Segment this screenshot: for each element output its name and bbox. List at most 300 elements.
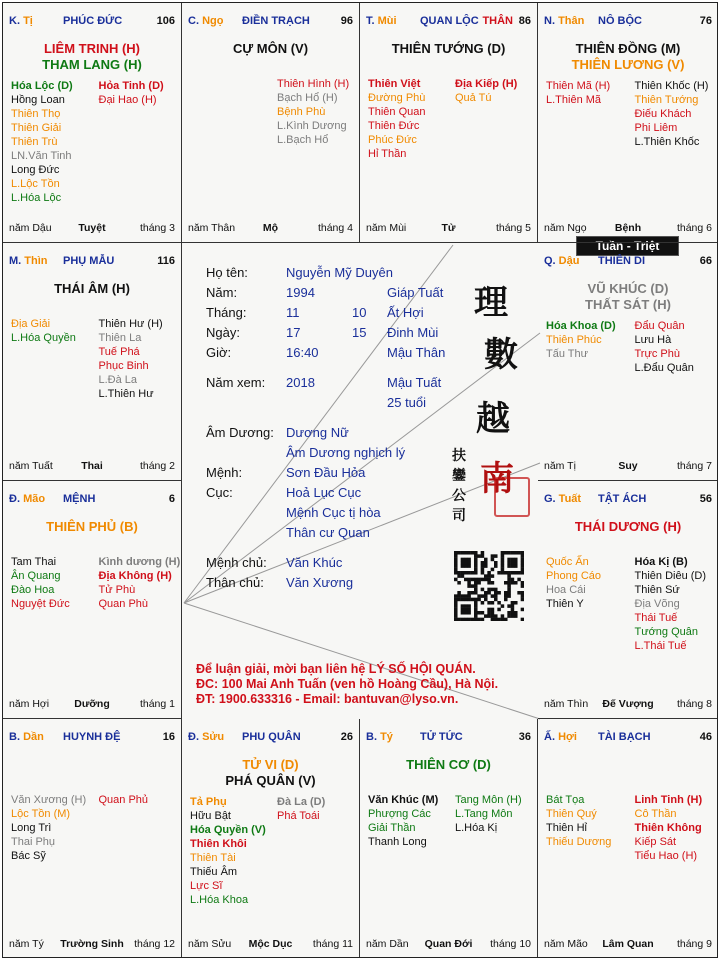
star-item: Thái Tuế	[634, 612, 678, 624]
red-seal-stamp	[494, 477, 530, 517]
palace-name: HUYNH ĐỆ	[63, 731, 121, 743]
palace-stem: C.	[188, 15, 203, 27]
palace-footer	[366, 222, 531, 236]
star-item: Long Trì	[11, 822, 52, 834]
contact-note: Để luận giải, mời bạn liên hệ LÝ SỐ HỘI QUÁN.	[196, 662, 476, 676]
star-item: Long Đức	[11, 164, 60, 176]
hour-label: Giờ:	[206, 345, 232, 360]
star-item: L.Thái Tuế	[634, 640, 687, 652]
center-info-panel	[184, 245, 540, 719]
palace-header	[544, 255, 712, 271]
star-item: Thiên Y	[546, 598, 584, 610]
palace-cell	[538, 243, 718, 481]
palace-cell	[182, 3, 360, 243]
star-item: Ân Quang	[11, 570, 61, 582]
minor-stars-right	[635, 555, 707, 653]
palace-branch-name: Tị	[23, 15, 33, 27]
cuc-value: Hoả Lục Cục	[286, 485, 362, 500]
life-stage: Trường Sinh	[60, 938, 124, 950]
star-item: Cô Thần	[634, 808, 677, 820]
star-item: Lực Sĩ	[190, 880, 223, 892]
palace-age: 66	[699, 255, 712, 267]
star-item: Bát Tọa	[546, 794, 585, 806]
view-year: 2018	[286, 375, 315, 390]
minor-stars-right	[277, 77, 349, 147]
palace-stem: Q.	[544, 255, 559, 267]
palace-branch	[9, 493, 45, 505]
palace-name: TÀI BẠCH	[598, 731, 651, 743]
day-label: Ngày:	[206, 325, 240, 340]
star-item: Giải Thần	[368, 822, 416, 834]
star-item: L.Kình Dương	[277, 120, 347, 132]
star-item: Hóa Khoa (D)	[546, 320, 616, 332]
star-item: Điếu Khách	[634, 108, 692, 120]
birth-day: 17	[286, 325, 301, 340]
palace-cell	[3, 3, 182, 243]
star-item: Phục Binh	[98, 360, 149, 372]
main-star: THAM LANG (H)	[42, 57, 142, 72]
palace-name: ĐIỀN TRẠCH	[242, 15, 310, 27]
star-item: Thiếu Dương	[546, 836, 612, 848]
minor-stars-right	[99, 555, 181, 611]
cuc-note: Mệnh Cục tị hòa	[286, 505, 381, 520]
main-stars	[538, 41, 718, 73]
palace-branch	[544, 15, 584, 27]
name-label: Họ tên:	[206, 265, 248, 280]
main-star: PHÁ QUÂN (V)	[225, 773, 316, 788]
horoscope-board	[2, 2, 718, 958]
main-stars	[360, 757, 537, 773]
palace-footer	[366, 938, 531, 952]
star-item: Bệnh Phù	[277, 106, 326, 118]
star-item: L.Đẩu Quân	[634, 362, 694, 374]
star-item: Thiên Quan	[368, 106, 426, 118]
palace-branch	[9, 731, 44, 743]
palace-age: 16	[162, 731, 175, 743]
palace-branch	[188, 731, 224, 743]
palace-age: 46	[699, 731, 712, 743]
star-item: Kình dương (H)	[98, 556, 181, 568]
star-item: Hóa Kị (B)	[634, 556, 688, 568]
star-item: Hồng Loan	[11, 94, 65, 106]
star-item: Tiểu Hao (H)	[634, 850, 698, 862]
calligraphy-char-4: 南	[480, 459, 514, 499]
view-year-label: Năm xem:	[206, 375, 266, 390]
star-item: Hỏa Tinh (D)	[98, 80, 164, 92]
minor-stars-left	[368, 793, 438, 849]
palace-footer	[188, 222, 353, 236]
calligraphy-char-3: 越	[476, 399, 510, 439]
star-item: Thiên Mã (H)	[546, 80, 611, 92]
palace-branch-name: Tuất	[558, 493, 582, 505]
tuan-triet-badge: Tuần - Triệt	[576, 236, 679, 256]
star-item: L.Bạch Hổ	[277, 134, 329, 146]
birth-year: 1994	[286, 285, 315, 300]
palace-month: tháng 8	[676, 698, 712, 710]
palace-month: tháng 6	[676, 222, 712, 234]
palace-branch-name: Hợi	[558, 731, 577, 743]
calligraphy-char-2: 數	[484, 335, 518, 375]
palace-year: năm Sửu	[188, 938, 232, 950]
palace-name: TỬ TỨC	[420, 731, 463, 743]
palace-branch	[544, 493, 581, 505]
palace-footer	[9, 938, 175, 952]
star-item: Quả Tú	[455, 92, 492, 104]
star-item: Bác Sỹ	[11, 850, 46, 862]
star-item: Văn Khúc (M)	[368, 794, 439, 806]
star-item: L.Hóa Khoa	[190, 894, 249, 906]
main-stars	[538, 519, 718, 535]
palace-branch-name: Thân	[558, 15, 585, 27]
palace-header	[188, 15, 353, 31]
star-item: Văn Xương (H)	[11, 794, 87, 806]
star-item: Phong Cáo	[546, 570, 602, 582]
minor-stars-left	[11, 317, 76, 345]
star-item: Tam Thai	[11, 556, 57, 568]
star-item: Tang Môn (H)	[455, 794, 522, 806]
star-item: LN.Văn Tinh	[11, 150, 72, 162]
palace-branch-name: Tý	[380, 731, 393, 743]
palace-name: NÔ BỘC	[598, 15, 642, 27]
palace-name: QUAN LỘC	[420, 15, 479, 27]
life-stage: Mộ	[262, 222, 279, 234]
palace-header	[9, 731, 175, 747]
palace-branch-name: Ngọ	[202, 15, 224, 27]
seal-char-2: 鑾	[452, 468, 466, 484]
palace-name: TẬT ÁCH	[598, 493, 647, 505]
main-star: THIÊN PHỦ (B)	[46, 519, 138, 534]
star-item: Trực Phù	[634, 348, 680, 360]
palace-footer	[544, 938, 712, 952]
star-item: Thiên Việt	[368, 78, 421, 90]
star-item: Linh Tinh (H)	[634, 794, 703, 806]
main-stars	[182, 757, 359, 789]
main-star: THIÊN ĐỒNG (M)	[575, 41, 681, 56]
palace-header	[9, 493, 175, 509]
palace-year: năm Mùi	[366, 222, 407, 234]
thanchu-label: Thân chủ:	[206, 575, 264, 590]
star-item: Phượng Các	[368, 808, 431, 820]
palace-branch	[366, 15, 397, 27]
palace-stem: T.	[366, 15, 378, 27]
palace-header	[188, 731, 353, 747]
star-item: L.Hóa Lộc	[11, 192, 62, 204]
life-stage: Tử	[441, 222, 456, 234]
star-item: Lộc Tồn (M)	[11, 808, 71, 820]
palace-age: 116	[157, 255, 175, 267]
life-stage: Thai	[81, 460, 103, 472]
star-item: Thiên Giải	[11, 122, 62, 134]
star-item: Thiên Thọ	[11, 108, 61, 120]
palace-branch-name: Mùi	[377, 15, 397, 27]
palace-branch-name: Dậu	[558, 255, 580, 267]
palace-footer	[544, 222, 712, 236]
amduong-label: Âm Dương:	[206, 425, 274, 440]
star-item: Đào Hoa	[11, 584, 55, 596]
star-item: Phúc Đức	[368, 134, 417, 146]
main-star: THIÊN TƯỚNG (D)	[391, 41, 506, 56]
palace-header	[544, 731, 712, 747]
star-item: Kiếp Sát	[634, 836, 677, 848]
seal-char-1: 扶	[452, 448, 466, 464]
palace-month: tháng 11	[312, 938, 353, 950]
palace-stem: B.	[366, 731, 381, 743]
star-item: Nguyệt Đức	[11, 598, 70, 610]
palace-stem: Đ.	[188, 731, 203, 743]
palace-year: năm Dần	[366, 938, 409, 950]
birth-month-canchi: Ất Hợi	[387, 305, 424, 320]
month-label: Tháng:	[206, 305, 247, 320]
seal-char-3: 公	[452, 488, 466, 504]
main-stars	[182, 41, 359, 57]
palace-branch-name: Thìn	[24, 255, 48, 267]
palace-year: năm Ngọ	[544, 222, 587, 234]
palace-age: 86	[518, 15, 531, 27]
star-item: Địa Giải	[11, 318, 51, 330]
star-item: Thiên Đức	[368, 120, 420, 132]
palace-stem: N.	[544, 15, 559, 27]
palace-branch	[9, 15, 33, 27]
palace-cell	[3, 481, 182, 719]
minor-stars-left	[11, 555, 70, 611]
birth-year-canchi: Giáp Tuất	[387, 285, 444, 300]
life-stage: Mộc Dục	[248, 938, 293, 950]
minor-stars-left	[546, 793, 611, 849]
menhchu-value: Văn Khúc	[286, 555, 343, 570]
palace-year: năm Thìn	[544, 698, 589, 710]
palace-branch-name: Sửu	[202, 731, 225, 743]
contact-address: ĐC: 100 Mai Anh Tuấn (ven hồ Hoàng Cầu), Hà Nội.	[196, 677, 499, 691]
palace-year: năm Mão	[544, 938, 588, 950]
palace-cell	[360, 719, 538, 958]
palace-branch	[544, 731, 577, 743]
life-stage: Suy	[618, 460, 638, 472]
main-star: THIÊN LƯƠNG (V)	[571, 57, 685, 72]
minor-stars-left	[546, 555, 601, 611]
palace-year: năm Tý	[9, 938, 44, 950]
main-star: THÁI DƯƠNG (H)	[574, 519, 682, 534]
palace-footer	[544, 698, 712, 712]
palace-cell	[182, 719, 360, 958]
star-item: Địa Kiếp (H)	[455, 78, 518, 90]
palace-month: tháng 10	[490, 938, 531, 950]
than-cu: Thân cư Quan	[286, 525, 370, 540]
star-item: Đà La (D)	[277, 796, 326, 808]
star-item: Thiên Khốc (H)	[634, 80, 709, 92]
star-item: Lưu Hà	[634, 334, 672, 346]
palace-name: PHỤ MẪU	[63, 255, 115, 267]
palace-month: tháng 4	[317, 222, 353, 234]
palace-year: năm Thân	[188, 222, 236, 234]
minor-stars-right	[99, 79, 164, 107]
palace-month: tháng 2	[139, 460, 175, 472]
star-item: Thiên Sứ	[634, 584, 680, 596]
minor-stars-right	[635, 79, 709, 149]
birth-hour-canchi: Mậu Thân	[387, 345, 446, 360]
palace-cell	[3, 719, 182, 958]
contact-phone-email: ĐT: 1900.633316 - Email: bantuvan@lyso.vn.	[196, 692, 459, 706]
year-label: Năm:	[206, 285, 238, 300]
palace-cell	[538, 481, 718, 719]
palace-cell	[538, 719, 718, 958]
star-item: L.Hóa Kị	[455, 822, 498, 834]
palace-stem: K.	[9, 15, 24, 27]
palace-age: 96	[340, 15, 353, 27]
person-name: Nguyễn Mỹ Duyên	[286, 265, 393, 280]
star-item: L.Lộc Tồn	[11, 178, 60, 190]
palace-header	[9, 15, 175, 31]
star-item: Thai Phụ	[11, 836, 56, 848]
palace-month: tháng 5	[495, 222, 531, 234]
star-item: Tấu Thư	[546, 348, 589, 360]
palace-age: 56	[699, 493, 712, 505]
star-item: Quốc Ấn	[546, 556, 589, 568]
palace-year: năm Dậu	[9, 222, 52, 234]
birth-month: 11	[286, 305, 300, 320]
calligraphy-char-1: 理	[474, 283, 508, 323]
star-item: Quan Phủ	[98, 794, 149, 806]
palace-name: PHÚC ĐỨC	[63, 15, 123, 27]
main-star: THÁI ÂM (H)	[54, 281, 130, 296]
star-item: Quan Phù	[98, 598, 149, 610]
star-item: Thiên Hư (H)	[98, 318, 163, 330]
minor-stars-right	[635, 319, 694, 375]
star-item: Thiên Quý	[546, 808, 597, 820]
palace-footer	[9, 222, 175, 236]
minor-stars-left	[546, 319, 616, 361]
minor-stars-left	[190, 795, 266, 907]
main-star: VŨ KHÚC (D)	[587, 281, 669, 296]
palace-year: năm Tuất	[9, 460, 53, 472]
qr-code	[454, 551, 524, 621]
star-item: Tướng Quân	[634, 626, 698, 638]
star-item: L.Thiên Khốc	[634, 136, 700, 148]
life-stage: Đế Vượng	[602, 698, 654, 710]
star-item: Tả Phụ	[190, 796, 227, 808]
life-stage: Bệnh	[614, 222, 642, 234]
cuc-label: Cục:	[206, 485, 233, 500]
star-item: Hữu Bật	[190, 810, 231, 822]
palace-branch-name: Dần	[23, 731, 44, 743]
minor-stars-right	[455, 77, 517, 105]
birth-day-lunar: 15	[352, 325, 367, 340]
star-item: Thiếu Âm	[190, 866, 238, 878]
star-item: Địa Võng	[634, 598, 680, 610]
palace-age: 26	[340, 731, 353, 743]
star-item: Phi Liêm	[634, 122, 678, 134]
minor-stars-right	[455, 793, 522, 835]
palace-header	[366, 731, 531, 747]
palace-footer	[544, 460, 712, 474]
main-star: LIÊM TRINH (H)	[43, 41, 141, 56]
minor-stars-left	[368, 77, 425, 161]
star-item: L.Thiên Mã	[546, 94, 602, 106]
minor-stars-right	[99, 317, 163, 401]
palace-age: 76	[699, 15, 712, 27]
palace-age: 106	[156, 15, 175, 27]
life-stage: Lâm Quan	[602, 938, 654, 950]
star-item: L.Thiên Hư	[98, 388, 154, 400]
palace-branch	[366, 731, 393, 743]
palace-year: năm Hợi	[9, 698, 50, 710]
star-item: Hoa Cái	[546, 584, 586, 596]
palace-cell	[3, 243, 182, 481]
palace-age: 6	[168, 493, 175, 505]
palace-header	[544, 493, 712, 509]
palace-cell	[538, 3, 718, 243]
palace-header	[544, 15, 712, 31]
birth-month-lunar: 10	[352, 305, 367, 320]
minor-stars-left	[11, 79, 73, 205]
palace-age: 36	[518, 731, 531, 743]
star-item: Thiên Hình (H)	[277, 78, 350, 90]
age: 25 tuổi	[387, 395, 427, 410]
life-stage: Dưỡng	[74, 698, 110, 710]
minor-stars-left	[546, 79, 610, 107]
star-item: Thiên La	[98, 332, 142, 344]
palace-branch	[188, 15, 223, 27]
star-item: Thiên Tài	[190, 852, 236, 864]
than-tag: THÂN	[482, 15, 513, 27]
palace-month: tháng 12	[134, 938, 175, 950]
thanchu-value: Văn Xương	[286, 575, 354, 590]
life-stage: Tuyệt	[78, 222, 106, 234]
palace-branch	[9, 255, 48, 267]
menh-label: Mệnh:	[206, 465, 243, 480]
main-star: THẤT SÁT (H)	[585, 297, 671, 312]
star-item: Đường Phù	[368, 92, 426, 104]
star-item: Phá Toái	[277, 810, 320, 822]
star-item: Hóa Lộc (D)	[11, 80, 73, 92]
palace-month: tháng 1	[139, 698, 175, 710]
star-item: Hỉ Thần	[368, 148, 407, 160]
palace-year: năm Tị	[544, 460, 576, 472]
amduong-value: Dương Nữ	[286, 425, 349, 440]
palace-footer	[9, 698, 175, 712]
main-stars	[3, 519, 181, 535]
seal-char-4: 司	[452, 508, 466, 524]
menh-value: Sơn Đầu Hỏa	[286, 465, 366, 480]
palace-month: tháng 3	[139, 222, 175, 234]
life-stage: Quan Đới	[424, 938, 473, 950]
star-item: Thiên Khôi	[190, 838, 247, 850]
view-year-canchi: Mậu Tuất	[387, 375, 442, 390]
main-stars	[538, 281, 718, 313]
star-item: L.Hóa Quyền	[11, 332, 76, 344]
birth-hour: 16:40	[286, 345, 319, 360]
main-stars	[3, 281, 181, 297]
star-item: Thiên Tướng	[634, 94, 699, 106]
star-item: Thiên Không	[634, 822, 702, 834]
star-item: Tử Phù	[98, 584, 136, 596]
star-item: Đại Hao (H)	[98, 94, 157, 106]
star-item: Thiên Diêu (D)	[634, 570, 707, 582]
minor-stars-left	[11, 793, 86, 863]
main-stars	[360, 41, 537, 57]
star-item: Bạch Hổ (H)	[277, 92, 338, 104]
palace-branch-name: Mão	[23, 493, 46, 505]
palace-stem: Đ.	[9, 493, 24, 505]
palace-month: tháng 9	[676, 938, 712, 950]
star-item: L.Đà La	[98, 374, 138, 386]
star-item: Thiên Trù	[11, 136, 58, 148]
star-item: Thiên Hỉ	[546, 822, 587, 834]
star-item: Thiên Phúc	[546, 334, 602, 346]
main-stars	[3, 41, 181, 73]
palace-month: tháng 7	[676, 460, 712, 472]
star-item: L.Tang Môn	[455, 808, 513, 820]
minor-stars-right	[635, 793, 703, 863]
